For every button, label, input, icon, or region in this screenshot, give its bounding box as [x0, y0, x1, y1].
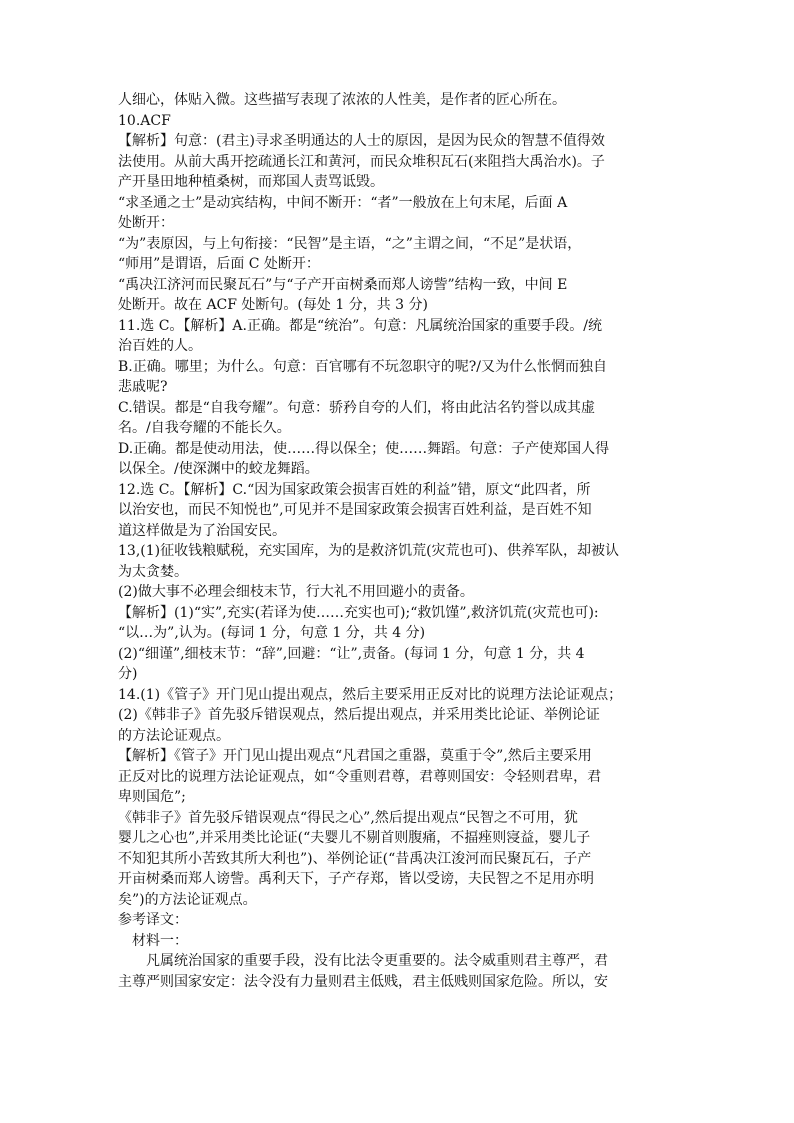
- answer-number: 12.选 C。【解析】C.“因为国家政策会损害百姓的利益”错，原文“此四者，所: [118, 481, 591, 498]
- text-line: 产开垦田地种植桑树，而郑国人责骂诋毁。: [118, 174, 384, 190]
- text-line: 开亩树桑而郑人谤訾。禹利天下，子产存郑，皆以受谤，夫民智之不足用亦明: [118, 871, 594, 887]
- text-line: 【解析】《管子》开门见山提出观点“凡君国之重器，莫重于令”,然后主要采用: [118, 748, 592, 764]
- text-line: 正反对比的说理方法论证观点，如“令重则君尊，君尊则国安：令轻则君卑，君: [118, 768, 602, 785]
- text-line: 处断开：: [118, 215, 174, 231]
- document-body: [118, 90, 682, 992]
- text-line: B.正确。哪里；为什么。句意：百官哪有不玩忽职守的呢?/又为什么怅惘而独自: [118, 358, 607, 375]
- text-line: (2)《韩非子》首先驳斥错误观点，然后提出观点，并采用类比论证、举例论证: [118, 707, 600, 723]
- text-line: 《韩非子》首先驳斥错误观点“得民之心”,然后提出观点“民智之不可用，犹: [118, 809, 578, 826]
- text-line: 以保全。/使深渊中的蛟龙舞蹈。: [118, 461, 319, 477]
- text-line: 【解析】(1)“实”,充实(若译为使……充实也可);“救饥馑”,救济饥荒(灾荒也可):: [118, 604, 599, 621]
- text-line: 矣”)的方法论证观点。: [118, 891, 257, 908]
- text-line: (2)做大事不必理会细枝末节，行大礼不用回避小的责备。: [118, 584, 474, 600]
- text-line: 凡属统治国家的重要手段，没有比法令更重要的。法令威重则君主尊严，君: [146, 953, 608, 969]
- text-line: “以…为”,认为。(每词 1 分，句意 1 分，共 4 分): [118, 625, 426, 641]
- text-line: 治百姓的人。: [118, 338, 202, 354]
- text-line: 悲戚呢?: [118, 379, 168, 395]
- section-heading: 参考译文：: [118, 912, 188, 928]
- text-line: “求圣通之士”是动宾结构，中间不断开：“者”一般放在上句末尾，后面 A: [118, 194, 568, 211]
- text-line: 不知犯其所小苦致其所大利也”)、举例论证(“昔禹决江浚河而民聚瓦石，子产: [118, 850, 592, 867]
- text-line: 法使用。从前大禹开挖疏通长江和黄河，而民众堆积瓦石(来阻挡大禹治水)。子: [118, 153, 605, 170]
- answer-number: 11.选 C。【解析】A.正确。都是“统治”。句意：凡属统治国家的重要手段。/统: [118, 317, 603, 334]
- text-line: 【解析】句意：(君主)寻求圣明通达的人士的原因，是因为民众的智慧不值得效: [118, 133, 605, 149]
- subsection-heading: 材料一：: [132, 932, 188, 949]
- text-line: 卑则国危”;: [118, 789, 186, 805]
- answer-number: 14.(1)《管子》开门见山提出观点，然后主要采用正反对比的说理方法论证观点；: [118, 686, 623, 703]
- text-line: 分): [118, 666, 138, 682]
- text-line: C.错误。都是“自我夸耀”。句意：骄矜自夸的人们，将由此沽名钓誉以成其虚: [118, 399, 595, 416]
- answer-number: 13,(1)征收钱粮赋税，充实国库，为的是救济饥荒(灾荒也可)、供养军队，却被认: [118, 543, 620, 559]
- text-line: 为太贪婪。: [118, 563, 188, 580]
- text-line: 人细心，体贴入微。这些描写表现了浓浓的人性美，是作者的匠心所在。: [118, 92, 566, 108]
- text-line: 名。/自我夸耀的不能长久。: [118, 420, 291, 436]
- text-line: D.正确。都是使动用法，使……得以保全；使……舞蹈。句意：子产使郑国人得: [118, 440, 610, 457]
- text-line: (2)“细谨”,细枝末节：“辞”,回避：“让”,责备。(每词 1 分，句意 1 分，共 4: [118, 645, 585, 662]
- text-line: 道这样做是为了治国安民。: [118, 522, 286, 539]
- text-line: “师用”是谓语，后面 C 处断开：: [118, 256, 320, 272]
- text-line: 以治安也，而民不知悦也”,可见并不是国家政策会损害百姓利益，是百姓不知: [118, 502, 592, 518]
- text-line: 的方法论证观点。: [118, 727, 230, 744]
- text-line: 处断开。故在 ACF 处断句。(每处 1 分，共 3 分): [118, 297, 428, 313]
- answer-number: 10.ACF: [118, 112, 171, 129]
- text-line: “禹决江济河而民聚瓦石”与“子产开亩树桑而郑人谤訾”结构一致，中间 E: [118, 276, 568, 293]
- text-line: “为”表原因，与上句衔接：“民智”是主语，“之”主谓之间，“不足”是状语，: [118, 235, 582, 252]
- text-line: 主尊严则国家安定：法令没有力量则君主低贱，君主低贱则国家危险。所以，安: [118, 973, 608, 990]
- text-line: 婴儿之心也”,并采用类比论证(“夫婴儿不剔首则腹痛，不揊痤则寖益，婴儿子: [118, 830, 591, 846]
